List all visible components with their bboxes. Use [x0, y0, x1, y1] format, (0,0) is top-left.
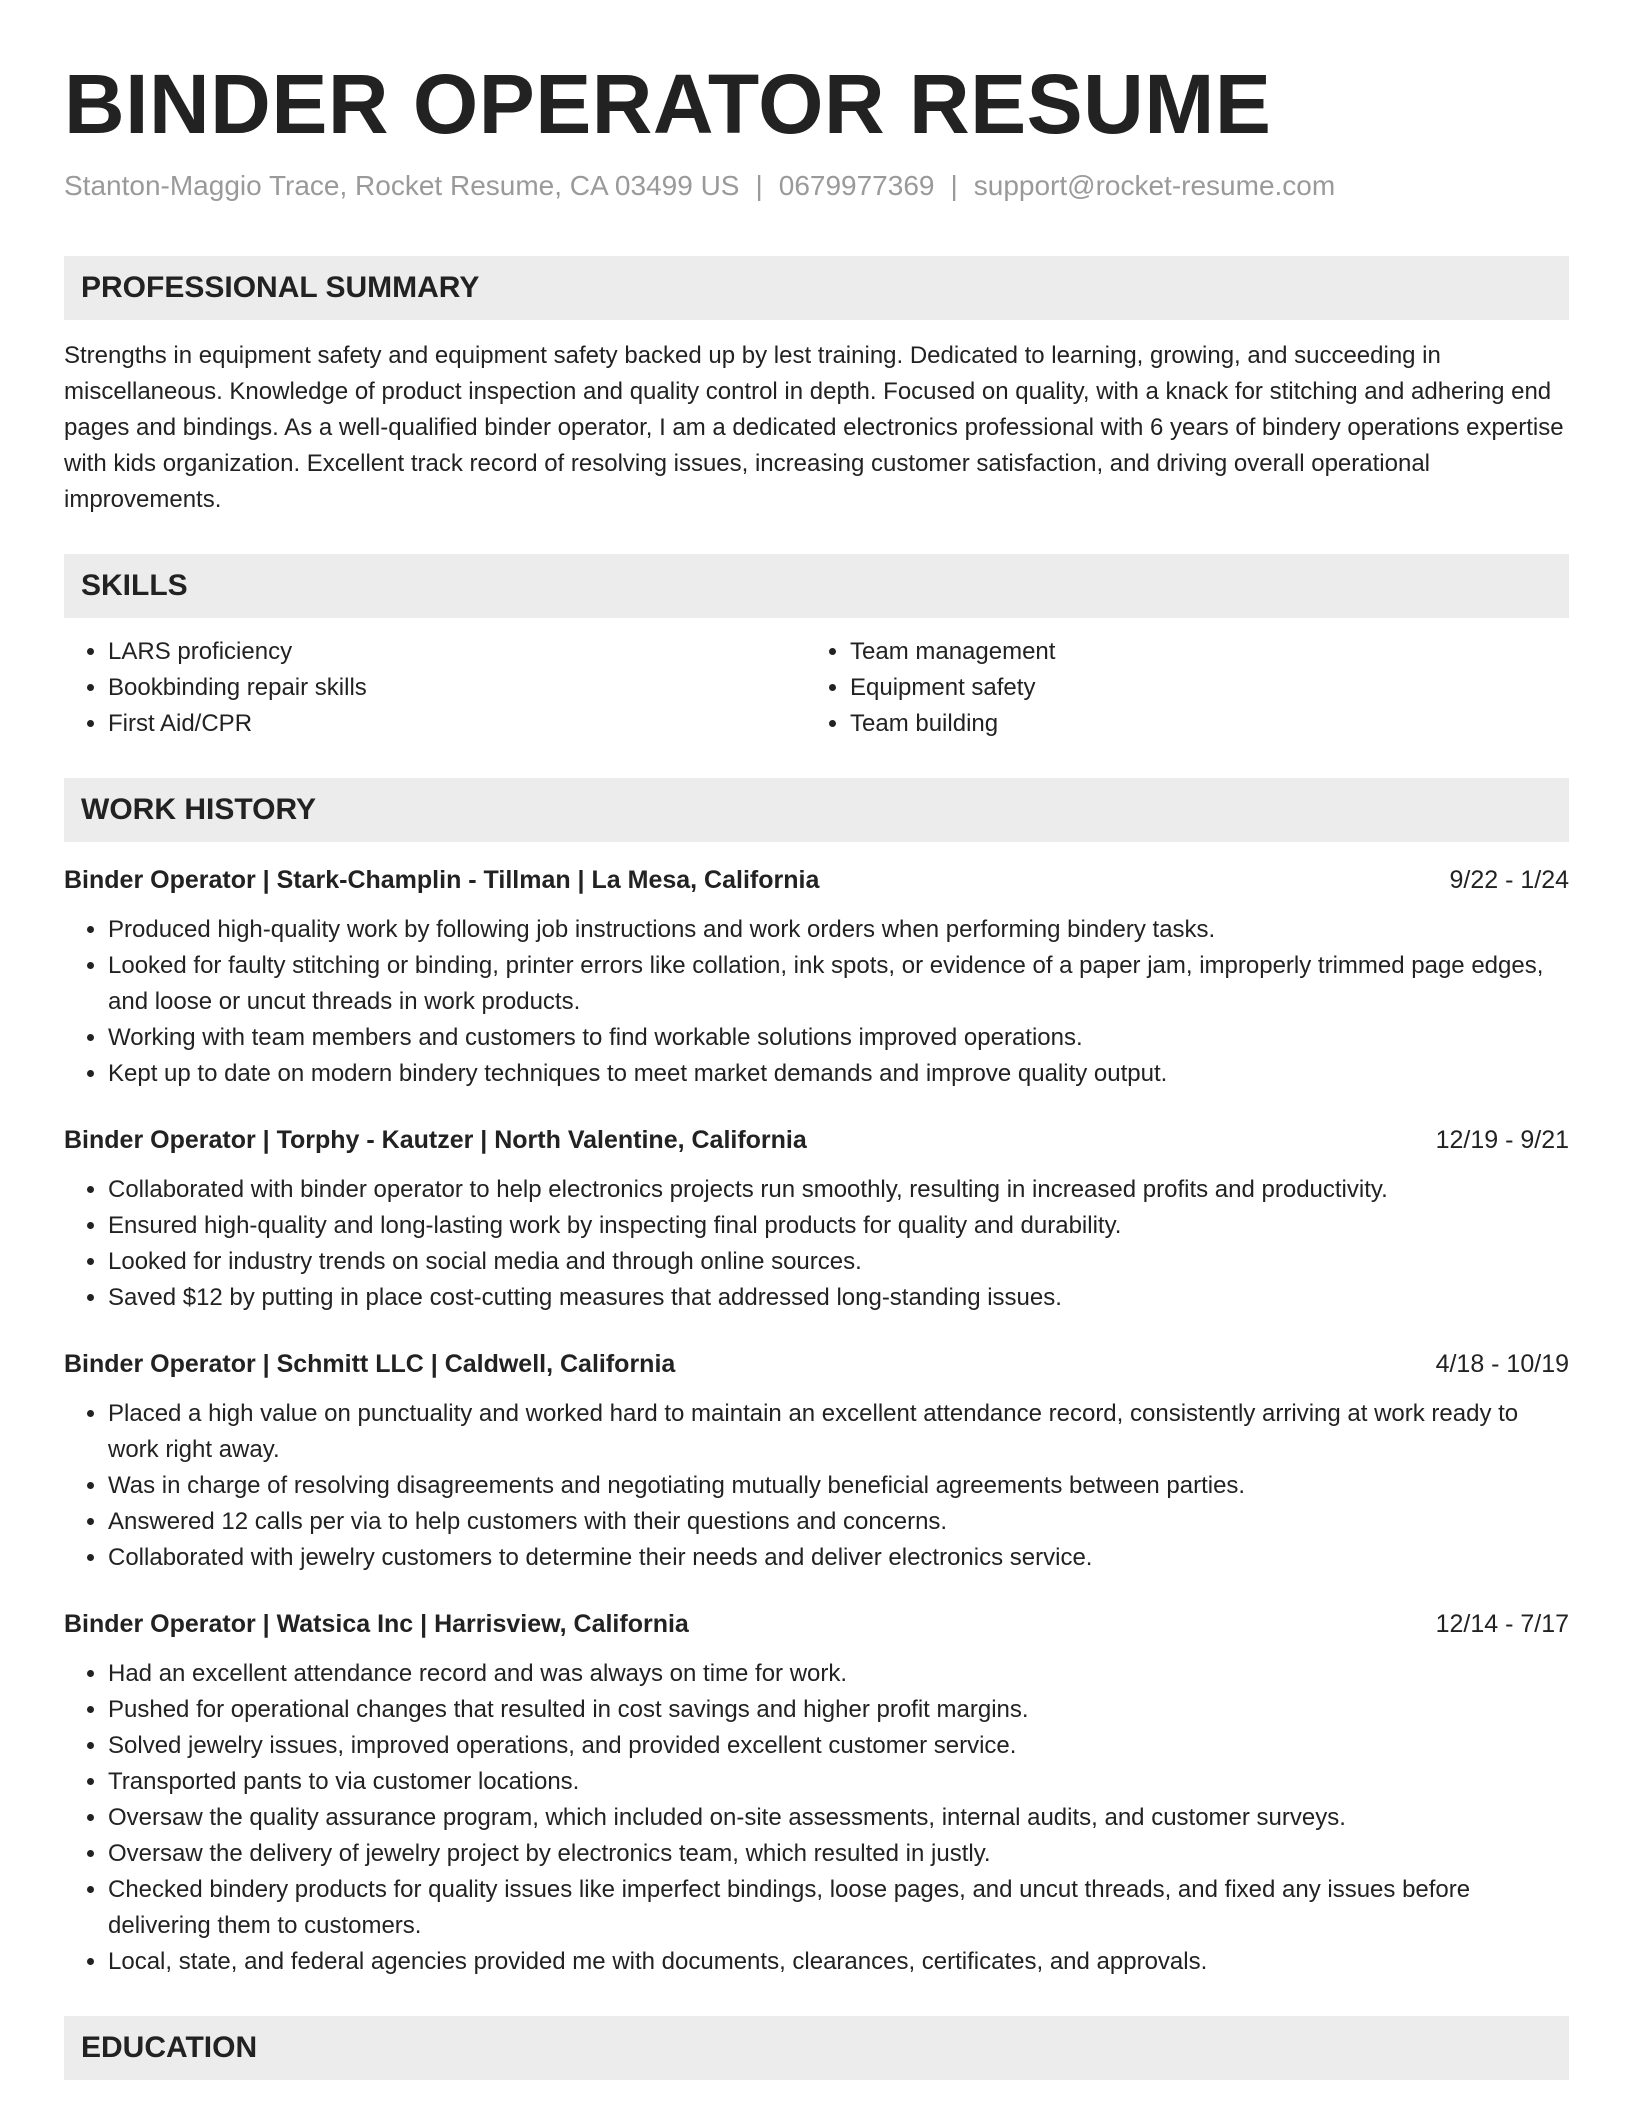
job-bullet: • Collaborated with binder operator to help electronics projects run smoothly, resulting in increased profits and productivity.	[108, 1172, 1569, 1208]
contact-line	[64, 168, 1569, 204]
job-bullets	[64, 912, 1569, 1092]
job-bullet: • Pushed for operational changes that resulted in cost savings and higher profit margins.	[108, 1692, 1569, 1728]
job-entry	[64, 1606, 1569, 1980]
skill-item: • Equipment safety	[850, 670, 1548, 706]
job-bullets	[64, 1396, 1569, 1576]
job-header	[64, 1606, 1569, 1642]
job-bullet: • Produced high-quality work by following job instructions and work orders when performing bindery tasks.	[108, 912, 1569, 948]
section-header-education: EDUCATION	[64, 2016, 1569, 2080]
job-bullet: • Oversaw the delivery of jewelry project by electronics team, which resulted in justly.	[108, 1836, 1569, 1872]
job-bullet: • Solved jewelry issues, improved operations, and provided excellent customer service.	[108, 1728, 1569, 1764]
skills-column-right	[806, 634, 1548, 742]
job-bullet: • Looked for industry trends on social media and through online sources.	[108, 1244, 1569, 1280]
job-bullet: • Checked bindery products for quality issues like imperfect bindings, loose pages, and uncut threads, and fixed any issues before delivering them to customers.	[108, 1872, 1569, 1944]
job-bullet: • Ensured high-quality and long-lasting work by inspecting final products for quality and durability.	[108, 1208, 1569, 1244]
resume-title: BINDER OPERATOR RESUME	[64, 57, 1272, 151]
job-bullet: • Was in charge of resolving disagreements and negotiating mutually beneficial agreements between parties.	[108, 1468, 1569, 1504]
skills-column-left	[64, 634, 806, 742]
section-header-work-history: WORK HISTORY	[64, 778, 1569, 842]
job-title: Binder Operator | Torphy - Kautzer | North Valentine, California	[64, 1126, 807, 1154]
section-header-skills: SKILLS	[64, 554, 1569, 618]
job-bullet: • Oversaw the quality assurance program, which included on-site assessments, internal audits, and customer surveys.	[108, 1800, 1569, 1836]
job-bullet: • Looked for faulty stitching or binding, printer errors like collation, ink spots, or evidence of a paper jam, improperly trimmed page edges, and loose or uncut threads in work products.	[108, 948, 1569, 1020]
job-bullet: • Working with team members and customers to find workable solutions improved operations.	[108, 1020, 1569, 1056]
job-header	[64, 1346, 1569, 1382]
job-bullet: • Transported pants to via customer locations.	[108, 1764, 1569, 1800]
section-header-summary: PROFESSIONAL SUMMARY	[64, 256, 1569, 320]
job-bullet: • Local, state, and federal agencies provided me with documents, clearances, certificates, and approvals.	[108, 1944, 1569, 1980]
job-title: Binder Operator | Schmitt LLC | Caldwell, California	[64, 1350, 676, 1378]
summary-text: Strengths in equipment safety and equipment safety backed up by lest training. Dedicated to learning, growing, and succeeding in miscellaneous. Knowledge of product inspection and quality control in depth. Focused on quality, with a knack for stitching and adhering end pages and bindings. As a well-qualified binder operator, I am a dedicated electronics professional with 6 years of bindery operations expertise with kids organization. Excellent track record of resolving issues, increasing customer satisfaction, and driving overall operational improvements.	[64, 342, 1564, 513]
job-dates: 4/18 - 10/19	[1435, 1350, 1569, 1378]
skill-item: • Team building	[850, 706, 1548, 742]
job-entry	[64, 1346, 1569, 1576]
job-bullet: • Placed a high value on punctuality and worked hard to maintain an excellent attendance record, consistently arriving at work ready to work right away.	[108, 1396, 1569, 1468]
skills-list	[64, 634, 1569, 742]
job-dates: 12/19 - 9/21	[1435, 1126, 1569, 1154]
contact-address: Stanton-Maggio Trace, Rocket Resume, CA 03499 US	[64, 170, 740, 201]
job-bullet: • Saved $12 by putting in place cost-cutting measures that addressed long-standing issues.	[108, 1280, 1569, 1316]
job-entry	[64, 1122, 1569, 1316]
contact-separator: |	[755, 170, 763, 201]
skill-item: • LARS proficiency	[108, 634, 806, 670]
job-title: Binder Operator | Watsica Inc | Harrisview, California	[64, 1610, 689, 1638]
job-title: Binder Operator | Stark-Champlin - Tillman | La Mesa, California	[64, 866, 820, 894]
job-entry	[64, 862, 1569, 1092]
job-bullet: • Collaborated with jewelry customers to determine their needs and deliver electronics service.	[108, 1540, 1569, 1576]
job-dates: 12/14 - 7/17	[1435, 1610, 1569, 1638]
contact-email: support@rocket-resume.com	[973, 170, 1336, 201]
job-bullet: • Had an excellent attendance record and was always on time for work.	[108, 1656, 1569, 1692]
job-bullets	[64, 1656, 1569, 1980]
job-dates: 9/22 - 1/24	[1449, 866, 1569, 894]
skill-item: • Bookbinding repair skills	[108, 670, 806, 706]
skill-item: • Team management	[850, 634, 1548, 670]
job-bullet: • Kept up to date on modern bindery techniques to meet market demands and improve quality output.	[108, 1056, 1569, 1092]
job-bullet: • Answered 12 calls per via to help customers with their questions and concerns.	[108, 1504, 1569, 1540]
job-header	[64, 862, 1569, 898]
contact-phone: 0679977369	[778, 170, 935, 201]
contact-separator: |	[950, 170, 958, 201]
skill-item: • First Aid/CPR	[108, 706, 806, 742]
job-header	[64, 1122, 1569, 1158]
job-bullets	[64, 1172, 1569, 1316]
